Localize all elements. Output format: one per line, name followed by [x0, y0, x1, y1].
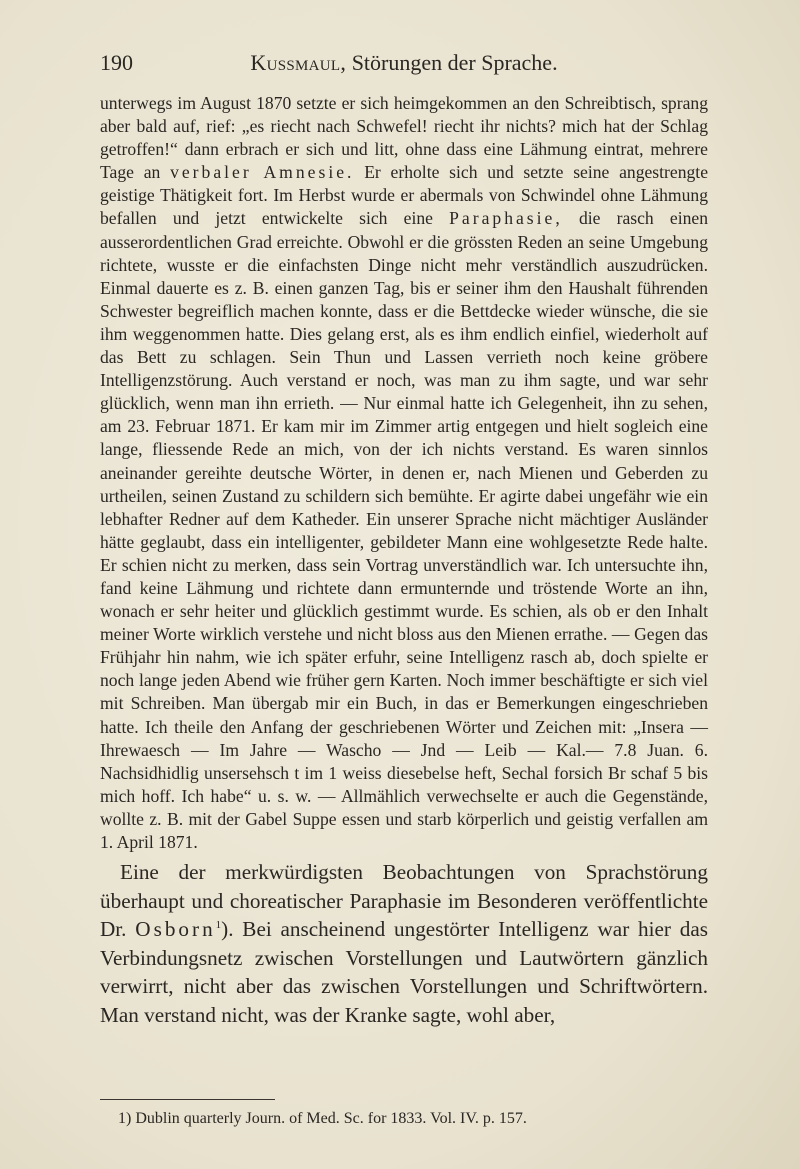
running-head	[100, 48, 708, 78]
page-number: 190	[100, 50, 133, 75]
term-verbal-amnesia: verbaler Amnesie.	[170, 162, 355, 183]
footnote-divider	[100, 1099, 275, 1100]
body-text-part-2: Er erholte sich und setzte seine angestrengte geistige Thätigkeit fort. Im Herbst wurde er abermals von Schwindel ohne Lähmung befallen und jetzt entwickelte sich eine	[100, 162, 709, 229]
large-print-paragraph	[100, 858, 708, 1030]
body-text-part-1: unterwegs im August 1870 setzte er sich heimgekommen an den Schreibtisch, sprang aber bald auf, rief: „es riecht nach Schwefel! riecht ihr nichts? mich hat der Schlag getroffen!“ dann erbrach er sich und litt, ohne dass eine Lähmung eintrat, mehrere Tage an	[100, 93, 708, 183]
large-text-part-1: Eine der merkwürdigsten Beobachtungen von Sprachstörung überhaupt und choreatischer Paraphasie im Besonderen veröffentlichte Dr.	[100, 860, 708, 942]
page-header	[100, 48, 708, 78]
running-head-author: Kussmaul,	[250, 50, 347, 75]
large-text-part-2: ). Bei anscheinend ungestörter Intelligenz war hier das Verbindungsnetz zwischen Vorstellungen und Lautwörtern gänzlich verwirrt, nicht aber das zwischen Vorstellungen und Schriftwörtern. Man verstand nicht, was der Kranke sagte, wohl aber,	[100, 917, 709, 1027]
footnote: 1) Dublin quarterly Journ. of Med. Sc. for 1833. Vol. IV. p. 157.	[118, 1110, 527, 1127]
running-head-title: Störungen der Sprache.	[351, 50, 558, 75]
body-paragraph	[100, 92, 708, 854]
term-paraphasia: Paraphasie,	[449, 208, 563, 229]
footnote-reference: 1	[215, 919, 222, 932]
body-text-part-3: die rasch einen ausserordentlichen Grad erreichte. Obwohl er die grössten Reden an seine Umgebung richtete, wusste er die einfachsten Dinge nicht mehr verständlich auszudrücken. Einmal dauerte es z. B. einen ganzen Tag, bis er seiner ihm den Haushalt führenden Schwester begreiflich machen konnte, dass er die Bettdecke wieder wünsche, die sie ihm weggenommen hatte. Dies gelang erst, als es ihm endlich einfiel, wiederholt auf das Bett zu schlagen. Sein Thun und Lassen verrieth noch keine gröbere Intelligenzstörung. Auch verstand er noch, was man zu ihm sagte, und war sehr glücklich, wenn man ihn errieth. — Nur einmal hatte ich Gelegenheit, ihn zu sehen, am 23. Februar 1871. Er kam mir im Zimmer artig entgegen und hielt sogleich eine lange, fliessende Rede an mich, von der ich nichts verstand. Es waren sinnlos aneinander gereihte deutsche Wörter, in denen er, nach Mienen und Geberden zu urtheilen, seinen Zustand zu schildern sich bemühte. Er agirte dabei ungefähr wie ein lebhafter Redner auf dem Katheder. Ein unserer Sprache nicht mächtiger Ausländer hätte geglaubt, dass ein intelligenter, gebildeter Mann eine wohlgesetzte Rede halte. Er schien nicht zu merken, dass sein Vortrag unverständlich war. Ich untersuchte ihn, fand keine Lähmung und richtete dann ermunternde und tröstende Worte an ihn, wonach er sehr heiter und glücklich gestimmt wurde. Es schien, als ob er den Inhalt meiner Worte wirklich verstehe und nicht bloss aus den Mienen errathe. — Gegen das Frühjahr hin nahm, wie ich später erfuhr, seine Intelligenz rasch ab, doch spielte er noch lange jeden Abend wie früher gern Karten. Noch immer beschäftigte er sich viel mit Schreiben. Man übergab mir ein Buch, in das er Bemerkungen eingeschrieben hatte. Ich theile den Anfang der geschriebenen Wörter und Zeichen mit: „Insera — Ihrewaesch — Im Jahre — Wascho — Jnd — Leib — Kal.— 7.8 Juan. 6. Nachsidhidlig unsersehsch t im 1 weiss diesebelse heft, Sechal forsich Br schaf 5 bis mich hoff. Ich habe“ u. s. w. — Allmählich verwechselte er auch die Gegenstände, wollte z. B. mit der Gabel Suppe essen und starb körperlich und geistig verfallen am 1. April 1871.	[100, 208, 709, 852]
author-name-osborn: Osborn	[135, 917, 216, 942]
